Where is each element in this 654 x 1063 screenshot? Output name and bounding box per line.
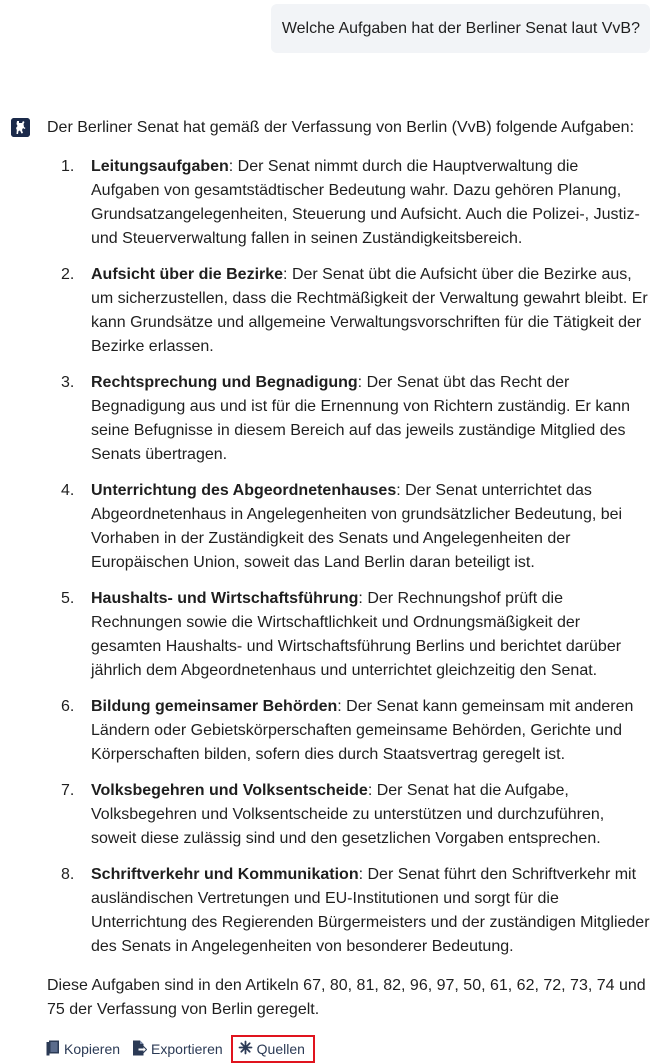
list-item-text: : Der Rechnungshof prüft die Rechnungen sowie die Wirtschaftlichkeit und Ordnungsmäßigkeit der gesamten Haushalts- und Wirtschaftsführung Berlins und berichtet darüber jährlich dem Abgeordnetenhaus und unterrichtet gleichzeitig den Senat. [91, 590, 622, 679]
list-item-number: 7. [61, 782, 75, 799]
list-item-number: 8. [61, 866, 75, 883]
user-message-text: Welche Aufgaben hat der Berliner Senat laut VvB? [281, 20, 640, 37]
list-item-text: : Der Senat nimmt durch die Hauptverwaltung die Aufgaben von gesamtstädtischer Bedeutung wahr. Dazu gehören Planung, Grundsatzangelegenheiten, Steuerung und Aufsicht. Auch die Polizei-, Justiz- und Steuerverwaltung fallen in seinen Zuständigkeitsbereich. [91, 158, 640, 247]
user-message-bubble [271, 4, 650, 53]
export-icon [132, 1040, 147, 1059]
list-item [0, 587, 654, 683]
list-item-number: 6. [61, 698, 75, 715]
list-item-term: Leitungsaufgaben [91, 158, 229, 175]
list-item [0, 779, 654, 851]
list-item [0, 479, 654, 575]
list-item [0, 695, 654, 767]
list-item-number: 3. [61, 374, 75, 391]
list-item-number: 5. [61, 590, 75, 607]
answer-intro: Der Berliner Senat hat gemäß der Verfassung von Berlin (VvB) folgende Aufgaben: [47, 119, 635, 136]
list-item-term: Schriftverkehr und Kommunikation [91, 866, 359, 883]
berlin-bear-icon [11, 118, 30, 137]
list-item-number: 2. [61, 266, 75, 283]
task-list [0, 155, 654, 971]
copy-button[interactable] [46, 1040, 120, 1059]
list-item-term: Aufsicht über die Bezirke [91, 266, 284, 283]
export-button[interactable] [132, 1040, 223, 1059]
list-item-text: : Der Senat führt den Schriftverkehr mit ausländischen Vertretungen und EU-Institutionen und sorgt für die Unterrichtung des Regierenden Bürgermeisters und der zuständigen Mitglieder des Senats in Angelegenheiten von besonderer Bedeutung. [91, 866, 650, 955]
list-item-text: : Der Senat unterrichtet das Abgeordnetenhaus in Angelegenheiten von grundsätzlicher Bedeutung, bei Vorhaben in der Zuständigkeit des Senats und Angelegenheiten der Europäischen Union, soweit das Land Berlin daran beteiligt ist. [91, 482, 623, 571]
list-item-term: Volksbegehren und Volksentscheide [91, 782, 368, 799]
list-item [0, 863, 654, 959]
sources-button[interactable] [231, 1035, 315, 1063]
answer-summary: Diese Aufgaben sind in den Artikeln 67, 80, 81, 82, 96, 97, 50, 61, 62, 72, 73, 74 und 75 der Verfassung von Berlin geregelt. [47, 977, 646, 1018]
list-item [0, 371, 654, 467]
list-item-term: Haushalts- und Wirtschaftsführung [91, 590, 359, 607]
copy-label: Kopieren [64, 1041, 121, 1057]
list-item-term: Bildung gemeinsamer Behörden [91, 698, 338, 715]
copy-icon [46, 1040, 60, 1059]
list-item-text: : Der Senat kann gemeinsam mit anderen Ländern oder Gebietskörperschaften gemeinsame Behörden, Gerichte und Körperschaften bilden, sofern dies durch Staatsvertrag geregelt ist. [91, 698, 634, 763]
export-label: Exportieren [151, 1041, 223, 1057]
list-item-text: : Der Senat übt die Aufsicht über die Bezirke aus, um sicherzustellen, dass die Rechtmäßigkeit der Verwaltung gewahrt bleibt. Er kann Grundsätze und allgemeine Verwaltungsvorschriften für die Tätigkeit der Bezirke erlassen. [91, 266, 648, 355]
sources-label: Quellen [256, 1041, 305, 1057]
list-item-number: 4. [61, 482, 75, 499]
list-item [0, 263, 654, 359]
list-item-text: : Der Senat übt das Recht der Begnadigung aus und ist für die Ernennung von Richtern zuständig. Er kann seine Befugnisse in diesem Bereich auf das jeweils zuständige Mitglied des Senats übertragen. [91, 374, 631, 463]
answer-actions [46, 1036, 315, 1062]
list-item-number: 1. [61, 158, 75, 175]
list-item-term: Rechtsprechung und Begnadigung [91, 374, 358, 391]
asterisk-icon [238, 1040, 253, 1058]
list-item-term: Unterrichtung des Abgeordnetenhauses [91, 482, 397, 499]
list-item [0, 155, 654, 251]
list-item-text: : Der Senat hat die Aufgabe, Volksbegehren und Volksentscheide zu unterstützen und durchzuführen, soweit diese zulässig sind und den gesetzlichen Vorgaben entsprechen. [91, 782, 605, 847]
